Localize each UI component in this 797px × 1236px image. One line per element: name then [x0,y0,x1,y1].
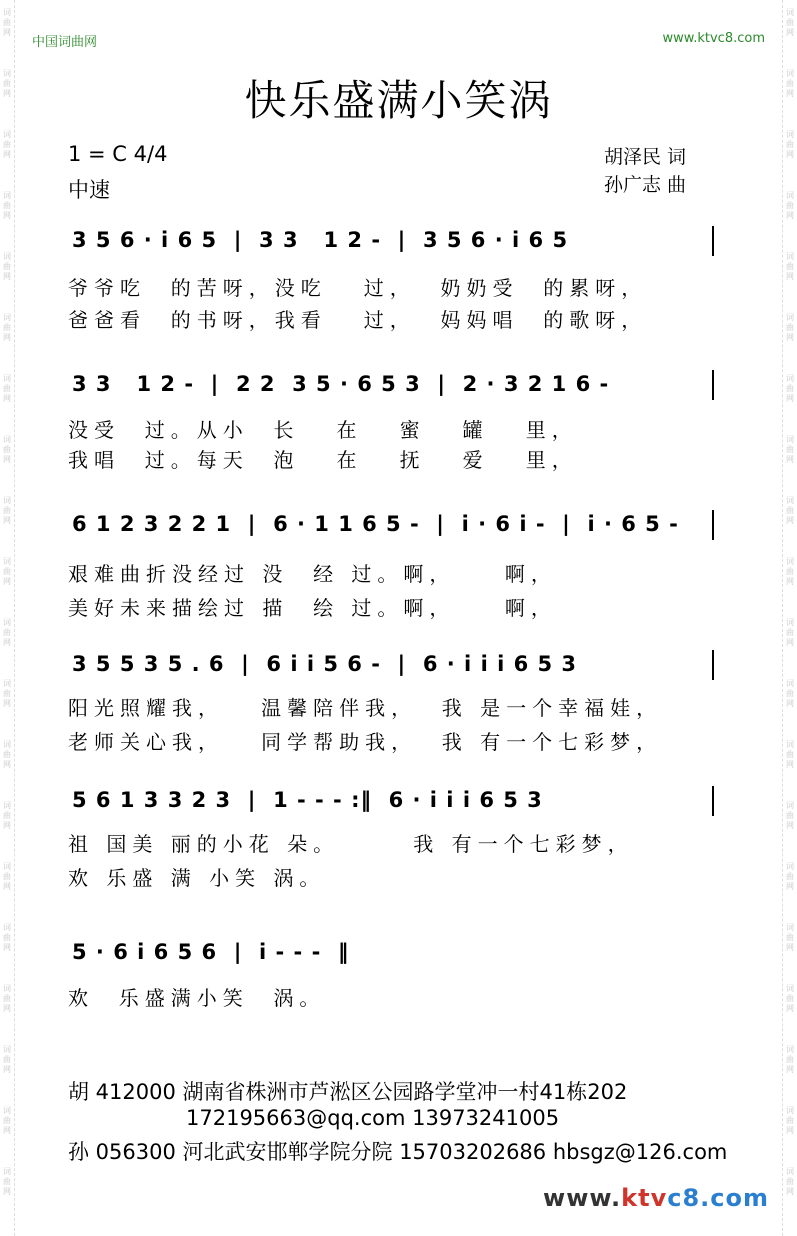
contact-lyricist-email-phone: 172195663@qq.com 13973241005 [186,1106,560,1130]
bar-line [712,370,714,400]
watermark-glyph: 词曲网 [786,435,794,464]
watermark-glyph: 词曲网 [3,496,11,525]
watermark-glyph: 词曲网 [3,984,11,1013]
lyrics-verse-2: 我唱 过。每天 泡 在 抚 爱 里， [68,448,578,472]
notation-line: 3 5 5 3 5 . 6 | 6 i i 5 6 - | 6 · i i i 6 5 3 [72,652,578,676]
song-title: 快乐盛满小笑涡 [244,76,553,125]
bar-line [712,786,714,816]
watermark-glyph: 词曲网 [786,191,794,220]
watermark-glyph: 词曲网 [786,1045,794,1074]
lyrics-verse-1: 欢 乐盛满小笑 涡。 [68,986,326,1010]
watermark-glyph: 词曲网 [786,862,794,891]
watermark-glyph: 词曲网 [786,923,794,952]
bar-line [712,510,714,540]
site-name: 中国词曲网 [32,35,98,50]
lyrics-verse-1: 艰难曲折没经过 没 经 过。啊， 啊， [68,562,557,586]
watermark-glyph: 词曲网 [3,801,11,830]
site-logo: www.ktvc8.com [543,1184,769,1212]
watermark-glyph: 词曲网 [3,435,11,464]
watermark-glyph: 词曲网 [3,679,11,708]
watermark-glyph: 词曲网 [786,8,794,37]
bar-line [712,650,714,680]
watermark-glyph: 词曲网 [786,130,794,159]
watermark-glyph: 词曲网 [786,679,794,708]
watermark-glyph: 词曲网 [3,862,11,891]
watermark-glyph: 词曲网 [786,984,794,1013]
watermark-glyph: 词曲网 [3,1045,11,1074]
watermark-glyph: 词曲网 [786,557,794,586]
lyrics-verse-1: 祖 国美 丽的小花 朵。 我 有一个七彩梦， [68,832,634,856]
notation-line: 5 6 1 3 3 2 3 | 1 - - - :‖ 6 · i i i 6 5 3 [72,788,543,812]
watermark-glyph: 词曲网 [3,618,11,647]
site-url: www.ktvc8.com [662,31,765,46]
key-signature: 1 = C 4/4 [68,142,168,166]
watermark-glyph: 词曲网 [3,313,11,342]
notation-line: 6 1 2 3 2 2 1 | 6 · 1 1 6 5 - | i · 6 i - | i · 6 5 - [72,512,679,536]
watermark-glyph: 词曲网 [3,8,11,37]
lyrics-verse-2: 欢 乐盛 满 小笑 涡。 [68,866,326,890]
lyrics-verse-1: 没受 过。从小 长 在 蜜 罐 里， [68,418,578,442]
notation-line: 5 · 6 i 6 5 6 | i - - - ‖ [72,940,350,964]
composer: 孙广志 曲 [604,174,687,196]
watermark-glyph: 词曲网 [3,740,11,769]
lyrics-verse-2: 美好未来描绘过 描 绘 过。啊， 啊， [68,596,557,620]
contact-composer: 孙 056300 河北武安邯郸学院分院 15703202686 hbsgz@126.com [68,1140,728,1164]
watermark-glyph: 词曲网 [3,374,11,403]
watermark-glyph: 词曲网 [786,374,794,403]
tempo: 中速 [68,178,110,202]
watermark-glyph: 词曲网 [3,130,11,159]
watermark-glyph: 词曲网 [786,69,794,98]
bar-line [712,226,714,256]
notation-line: 3 3 1 2 - | 2 2 3 5 · 6 5 3 | 2 · 3 2 1 6 - [72,372,610,396]
lyrics-verse-1: 爷爷吃 的苦呀，没吃 过， 奶奶受 的累呀， [68,276,648,300]
watermark-glyph: 词曲网 [786,618,794,647]
watermark-glyph: 词曲网 [786,1106,794,1135]
watermark-glyph: 词曲网 [786,496,794,525]
watermark-glyph: 词曲网 [3,557,11,586]
watermark-glyph: 词曲网 [3,191,11,220]
watermark-glyph: 词曲网 [786,1167,794,1196]
watermark-glyph: 词曲网 [3,923,11,952]
notation-line: 3 5 6 · i 6 5 | 3 3 1 2 - | 3 5 6 · i 6 5 [72,228,569,252]
contact-lyricist: 胡 412000 湖南省株洲市芦淞区公园路学堂冲一村41栋202 [68,1080,628,1104]
lyricist: 胡泽民 词 [604,146,687,168]
watermark-glyph: 词曲网 [3,252,11,281]
watermark-glyph: 词曲网 [3,69,11,98]
watermark-glyph: 词曲网 [3,1106,11,1135]
watermark-glyph: 词曲网 [786,740,794,769]
watermark-glyph: 词曲网 [786,313,794,342]
watermark-glyph: 词曲网 [3,1167,11,1196]
lyrics-verse-2: 爸爸看 的书呀，我看 过， 妈妈唱 的歌呀， [68,308,648,332]
watermark-glyph: 词曲网 [786,252,794,281]
watermark-glyph: 词曲网 [786,801,794,830]
lyrics-verse-2: 老师关心我， 同学帮助我， 我 有一个七彩梦， [68,730,663,754]
lyrics-verse-1: 阳光照耀我， 温馨陪伴我， 我 是一个幸福娃， [68,696,663,720]
